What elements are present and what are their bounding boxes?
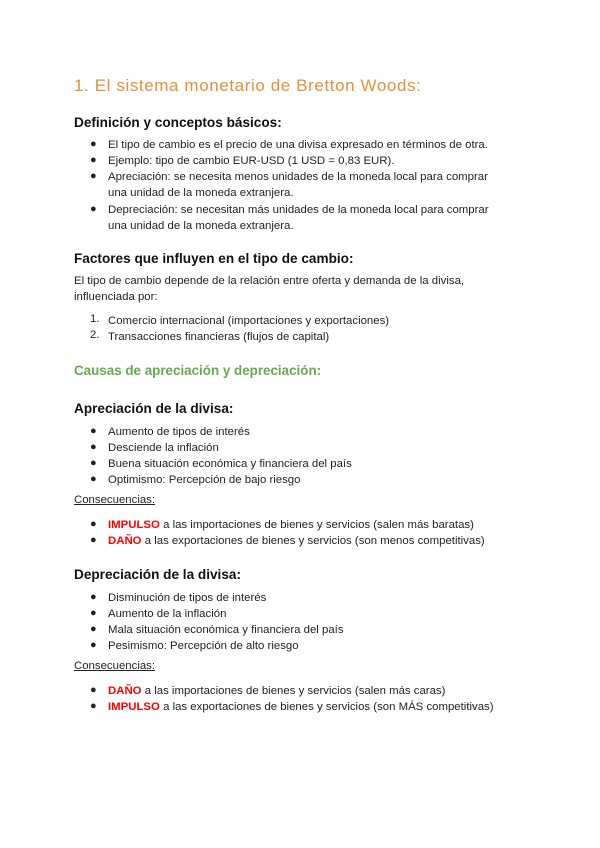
consequence-text: a las exportaciones de bienes y servicios (son MÁS competitivas) [159,701,494,713]
consequence-text: a las importaciones de bienes y servicios (salen más caras) [141,685,446,697]
definicion-heading: Definición y conceptos básicos: [74,115,282,130]
list-number: 2. [90,329,100,341]
bullet-icon: ● [90,203,97,215]
consecuencias-label: Consecuencias: [74,660,156,672]
list-item: Disminución de tipos de interés [108,592,267,604]
factores-heading: Factores que influyen en el tipo de cambio: [74,251,354,266]
factores-intro-continuation: influenciada por: [74,291,158,303]
bullet-icon: ● [90,154,97,166]
list-item-continuation: una unidad de la moneda extranjera. [108,220,294,232]
impulso-emphasis: IMPULSO [108,519,160,531]
bullet-icon: ● [90,591,97,603]
numbered-item: Transacciones financieras (flujos de capital) [108,331,330,343]
bullet-icon: ● [90,518,97,530]
list-item: El tipo de cambio es el precio de una divisa expresado en términos de otra. [108,139,488,151]
list-item: Buena situación económica y financiera del país [108,458,352,470]
consequence-item [108,683,445,699]
bullet-icon: ● [90,534,97,546]
consequence-text: a las importaciones de bienes y servicios (salen más baratas) [159,519,474,531]
bullet-icon: ● [90,473,97,485]
apreciacion-heading: Apreciación de la divisa: [74,401,234,416]
consequence-item [108,533,485,549]
list-item: Depreciación: se necesitan más unidades de la moneda local para comprar [108,204,489,216]
bullet-icon: ● [90,700,97,712]
list-item-continuation: una unidad de la moneda extranjera. [108,187,294,199]
list-item: Aumento de tipos de interés [108,426,250,438]
list-item: Apreciación: se necesita menos unidades de la moneda local para comprar [108,171,488,183]
bullet-icon: ● [90,425,97,437]
consequence-item [108,699,494,715]
bullet-icon: ● [90,607,97,619]
list-number: 1. [90,313,100,325]
list-item: Desciende la inflación [108,442,219,454]
list-item: Optimismo: Percepción de bajo riesgo [108,474,301,486]
causas-heading: Causas de apreciación y depreciación: [74,363,322,378]
factores-intro: El tipo de cambio depende de la relación entre oferta y demanda de la divisa, [74,275,465,287]
bullet-icon: ● [90,639,97,651]
dano-emphasis: DAÑO [108,685,142,697]
depreciacion-heading: Depreciación de la divisa: [74,567,241,582]
impulso-emphasis: IMPULSO [108,701,160,713]
bullet-icon: ● [90,457,97,469]
bullet-icon: ● [90,623,97,635]
list-item: Ejemplo: tipo de cambio EUR-USD (1 USD = 0,83 EUR). [108,155,395,167]
list-item: Aumento de la inflación [108,608,227,620]
page-title: 1. El sistema monetario de Bretton Woods: [74,76,422,95]
list-item: Pesimismo: Percepción de alto riesgo [108,640,299,652]
bullet-icon: ● [90,138,97,150]
consecuencias-label: Consecuencias: [74,494,156,506]
bullet-icon: ● [90,684,97,696]
list-item: Mala situación económica y financiera del país [108,624,344,636]
bullet-icon: ● [90,441,97,453]
consequence-item [108,517,474,533]
consequence-text: a las exportaciones de bienes y servicios (son menos competitivas) [141,535,485,547]
numbered-item: Comercio internacional (importaciones y exportaciones) [108,315,390,327]
dano-emphasis: DAÑO [108,535,142,547]
bullet-icon: ● [90,170,97,182]
